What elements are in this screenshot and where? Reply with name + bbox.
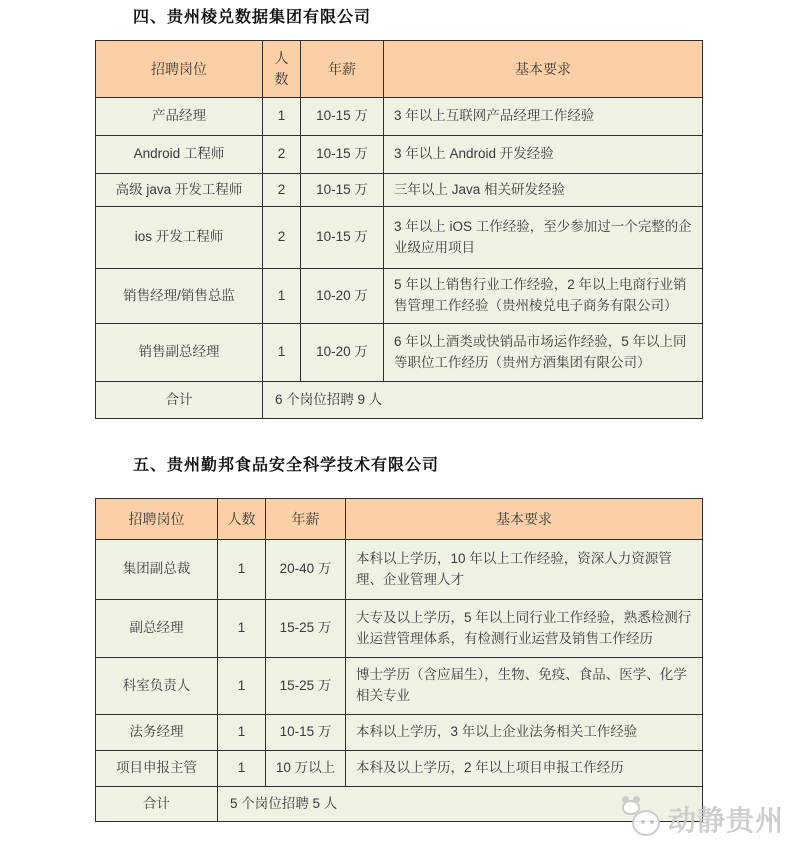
table-row bbox=[96, 207, 703, 269]
count-cell: 1 bbox=[218, 600, 266, 658]
count-cell: 1 bbox=[218, 658, 266, 715]
requirements-cell: 大专及以上学历，5 年以上同行业工作经验，熟悉检测行业运营管理体系，有检测行业运营及销售工作经历 bbox=[346, 600, 703, 658]
total-value-cell: 6 个岗位招聘 9 人 bbox=[263, 382, 703, 419]
table-row bbox=[96, 136, 703, 174]
position-cell: 产品经理 bbox=[96, 98, 263, 136]
requirements-cell: 3 年以上互联网产品经理工作经验 bbox=[384, 98, 703, 136]
salary-cell: 10-15 万 bbox=[266, 715, 346, 751]
table-header-row bbox=[96, 499, 703, 540]
position-cell: 销售经理/销售总监 bbox=[96, 269, 263, 324]
requirements-cell: 本科以上学历，10 年以上工作经验，资深人力资源管理、企业管理人才 bbox=[346, 540, 703, 600]
column-header-position: 招聘岗位 bbox=[96, 41, 263, 98]
watermark bbox=[620, 796, 784, 842]
salary-cell: 10-15 万 bbox=[301, 174, 384, 207]
table-row bbox=[96, 751, 703, 787]
content-area bbox=[95, 8, 707, 822]
total-label-cell: 合计 bbox=[96, 787, 218, 822]
column-header-salary: 年薪 bbox=[266, 499, 346, 540]
requirements-cell: 5 年以上销售行业工作经验，2 年以上电商行业销售管理工作经验（贵州棱兑电子商务有限公司） bbox=[384, 269, 703, 324]
table-row bbox=[96, 174, 703, 207]
position-cell: 高级 java 开发工程师 bbox=[96, 174, 263, 207]
position-cell: 集团副总裁 bbox=[96, 540, 218, 600]
count-cell: 1 bbox=[218, 540, 266, 600]
column-header-count: 人数 bbox=[218, 499, 266, 540]
count-cell: 1 bbox=[218, 715, 266, 751]
position-cell: 销售副总经理 bbox=[96, 324, 263, 382]
count-cell: 1 bbox=[218, 751, 266, 787]
total-row bbox=[96, 787, 703, 822]
salary-cell: 10-15 万 bbox=[301, 136, 384, 174]
watermark-text: 动静贵州 bbox=[667, 805, 784, 836]
salary-cell: 10-20 万 bbox=[301, 269, 384, 324]
salary-cell: 10-15 万 bbox=[301, 207, 384, 269]
table-row bbox=[96, 98, 703, 136]
column-header-requirements: 基本要求 bbox=[384, 41, 703, 98]
requirements-cell: 本科及以上学历，2 年以上项目申报工作经历 bbox=[346, 751, 703, 787]
position-cell: ios 开发工程师 bbox=[96, 207, 263, 269]
table-row bbox=[96, 658, 703, 715]
count-cell: 2 bbox=[263, 136, 301, 174]
table-header-row bbox=[96, 41, 703, 98]
salary-cell: 10 万以上 bbox=[266, 751, 346, 787]
salary-cell: 15-25 万 bbox=[266, 600, 346, 658]
table-row bbox=[96, 269, 703, 324]
requirements-cell: 6 年以上酒类或快销品市场运作经验，5 年以上同等职位工作经历（贵州方酒集团有限公司） bbox=[384, 324, 703, 382]
requirements-cell: 3 年以上 Android 开发经验 bbox=[384, 136, 703, 174]
salary-cell: 10-15 万 bbox=[301, 98, 384, 136]
count-cell: 1 bbox=[263, 98, 301, 136]
panda-mascot-icon bbox=[620, 796, 666, 842]
position-cell: Android 工程师 bbox=[96, 136, 263, 174]
requirements-cell: 三年以上 Java 相关研发经验 bbox=[384, 174, 703, 207]
salary-cell: 15-25 万 bbox=[266, 658, 346, 715]
position-cell: 科室负责人 bbox=[96, 658, 218, 715]
column-header-count: 人数 bbox=[263, 41, 301, 98]
total-label-cell: 合计 bbox=[96, 382, 263, 419]
table-row bbox=[96, 600, 703, 658]
position-cell: 项目申报主管 bbox=[96, 751, 218, 787]
table-row bbox=[96, 540, 703, 600]
recruitment-table-company-5 bbox=[95, 498, 703, 822]
requirements-cell: 本科以上学历，3 年以上企业法务相关工作经验 bbox=[346, 715, 703, 751]
table-row bbox=[96, 715, 703, 751]
recruitment-table-company-4 bbox=[95, 40, 703, 419]
position-cell: 法务经理 bbox=[96, 715, 218, 751]
count-cell: 2 bbox=[263, 174, 301, 207]
requirements-cell: 3 年以上 iOS 工作经验，至少参加过一个完整的企业级应用项目 bbox=[384, 207, 703, 269]
section-5-title: 五、贵州勤邦食品安全科学技术有限公司 bbox=[133, 457, 440, 474]
total-value-cell: 5 个岗位招聘 5 人 bbox=[218, 787, 703, 822]
requirements-cell: 博士学历（含应届生），生物、免疫、食品、医学、化学相关专业 bbox=[346, 658, 703, 715]
count-cell: 1 bbox=[263, 324, 301, 382]
table-row bbox=[96, 324, 703, 382]
column-header-position: 招聘岗位 bbox=[96, 499, 218, 540]
total-row bbox=[96, 382, 703, 419]
salary-cell: 10-20 万 bbox=[301, 324, 384, 382]
salary-cell: 20-40 万 bbox=[266, 540, 346, 600]
count-cell: 2 bbox=[263, 207, 301, 269]
column-header-requirements: 基本要求 bbox=[346, 499, 703, 540]
section-4-title: 四、贵州棱兑数据集团有限公司 bbox=[133, 9, 372, 26]
position-cell: 副总经理 bbox=[96, 600, 218, 658]
column-header-salary: 年薪 bbox=[301, 41, 384, 98]
count-cell: 1 bbox=[263, 269, 301, 324]
